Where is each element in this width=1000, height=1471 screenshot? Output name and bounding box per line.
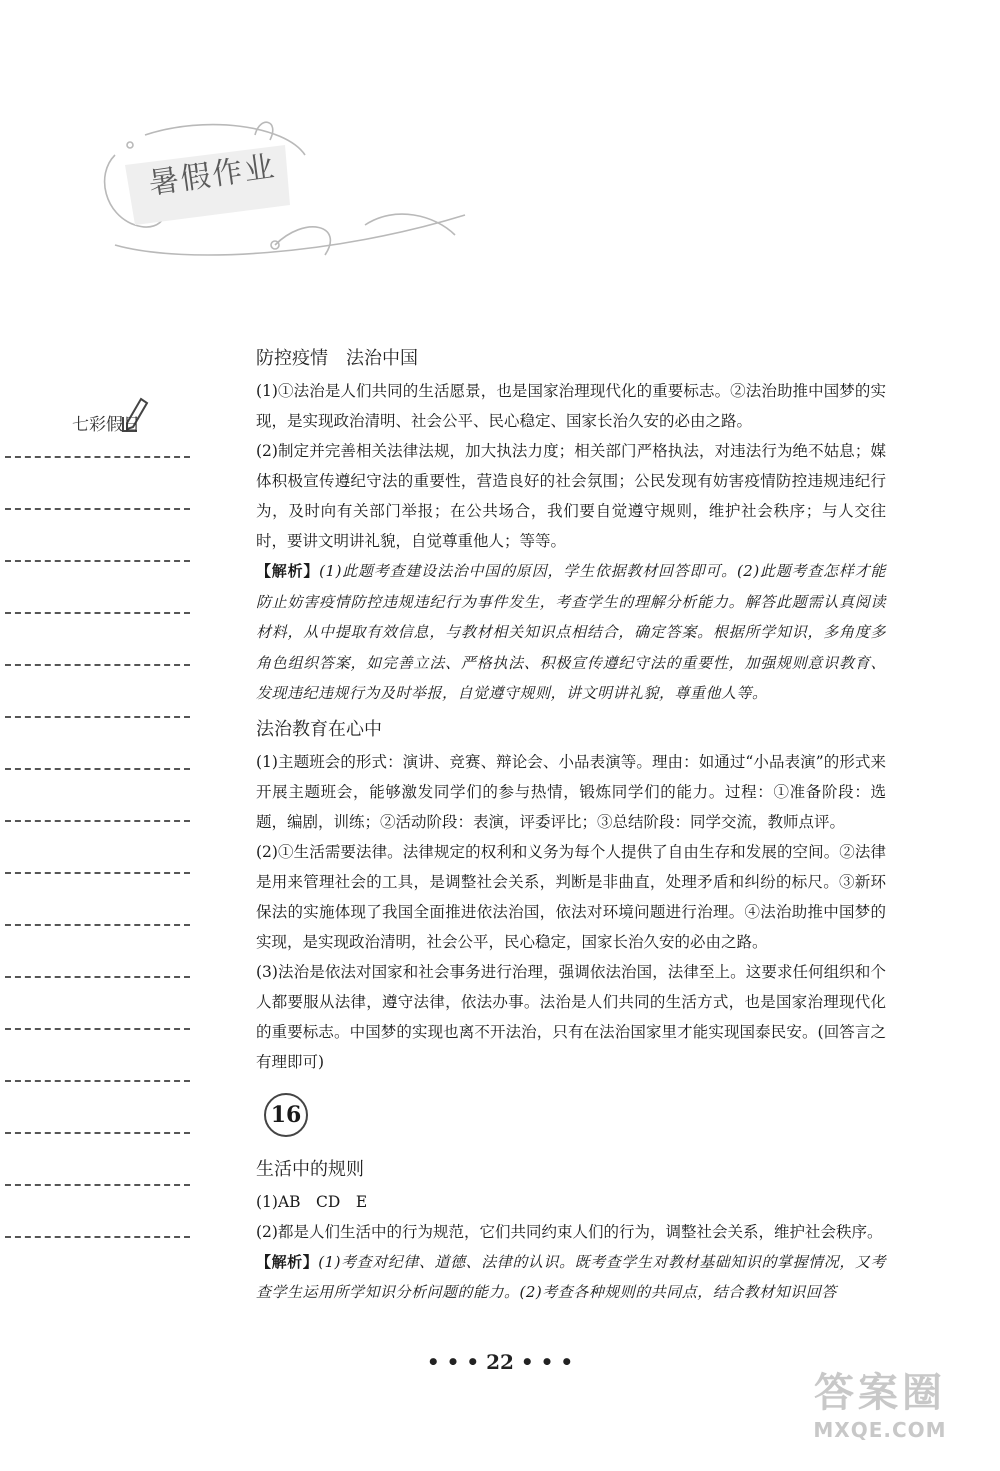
- analysis-paragraph: [256, 1247, 886, 1308]
- note-line: [5, 820, 190, 822]
- answer-paragraph: (3)法治是依法对国家和社会事务进行治理，强调依法治国，法律至上。这要求任何组织和个人都要服从法律，遵守法律，依法办事。法治是人们共同的生活方式，也是国家治理现代化的重要标志。中国梦的实现也离不开法治，只有在法治国家里才能实现国泰民安。(回答言之有理即可): [256, 962, 886, 1071]
- note-line: [5, 456, 190, 458]
- answer-paragraph: (2)制定并完善相关法律法规，加大执法力度；相关部门严格执法，对违法行为绝不姑息；媒体积极宣传遵纪守法的重要性，营造良好的社会氛围；公民发现有妨害疫情防控违规违纪行为，及时向有关部门举报；在公共场合，我们要自觉遵守规则，维护社会秩序；与人交往时，要讲文明讲礼貌，自觉尊重他人；等等。: [256, 442, 886, 550]
- note-line: [5, 872, 190, 874]
- brand-label: 七彩假日: [72, 415, 140, 435]
- section-title: 防控疫情 法治中国: [256, 348, 418, 369]
- lesson-number: 16: [264, 1093, 308, 1137]
- analysis-paragraph: [256, 556, 886, 709]
- note-line: [5, 664, 190, 666]
- note-line: [5, 716, 190, 718]
- note-line: [5, 1184, 190, 1186]
- answer-content: [256, 338, 886, 1308]
- page-number: • • • 22 • • •: [426, 1350, 574, 1374]
- lesson-badge: [258, 1091, 318, 1135]
- answer-paragraph: (1)AB CD E: [256, 1192, 368, 1211]
- note-line: [5, 924, 190, 926]
- note-line: [5, 1132, 190, 1134]
- analysis-text: (1)考查对纪律、道德、法律的认识。既考查学生对教材基础知识的掌握情况，又考查学生运用所学知识分析问题的能力。(2)考查各种规则的共同点，结合教材知识回答: [256, 1252, 886, 1301]
- watermark-line: MXQE.COM: [813, 1418, 947, 1442]
- note-line: [5, 1080, 190, 1082]
- analysis-text: (1)此题考查建设法治中国的原因，学生依据教材回答即可。(2)此题考查怎样才能防止妨害疫情防控违规违纪行为事件发生，考查学生的理解分析能力。解答此题需认真阅读材料，从中提取有效信息，与教材相关知识点相结合，确定答案。根据所学知识，多角度多角色组织答案，如完善立法、严格执法、积极宣传遵纪守法的重要性，加强规则意识教育、发现违纪违规行为及时举报，自觉遵守规则，讲文明讲礼貌，尊重他人等。: [256, 562, 886, 702]
- answer-paragraph: (2)都是人们生活中的行为规范，它们共同约束人们的行为，调整社会关系，维护社会秩序。: [256, 1222, 883, 1241]
- note-line: [5, 768, 190, 770]
- answer-paragraph: (1)①法治是人们共同的生活愿景，也是国家治理现代化的重要标志。②法治助推中国梦的实现，是实现政治清明、社会公平、民心稳定、国家长治久安的必由之路。: [256, 382, 886, 430]
- note-line: [5, 508, 190, 510]
- watermark-line: 答案圈: [814, 1370, 946, 1416]
- analysis-tag: 【解析】: [256, 562, 320, 580]
- note-line: [5, 976, 190, 978]
- watermark: [790, 1361, 970, 1451]
- header-title: 暑假作业: [146, 149, 279, 202]
- section: [256, 344, 886, 709]
- analysis-tag: 【解析】: [256, 1252, 319, 1271]
- note-line: [5, 612, 190, 614]
- note-line: [5, 1236, 190, 1238]
- section: [256, 1155, 886, 1308]
- note-line: [5, 1028, 190, 1030]
- section-title: 法治教育在心中: [256, 718, 382, 740]
- answer-paragraph: (1)主题班会的形式：演讲、竞赛、辩论会、小品表演等。理由：如通过“小品表演”的形式来开展主题班会，能够激发同学们的参与热情，锻炼同学们的能力。过程：①准备阶段：选题，编剧，训练；②活动阶段：表演，评委评比；③总结阶段：同学交流，教师点评。: [256, 752, 886, 831]
- note-line: [5, 560, 190, 562]
- section-title: 生活中的规则: [256, 1158, 364, 1180]
- section: [256, 715, 886, 1077]
- answer-paragraph: (2)①生活需要法律。法律规定的权利和义务为每个人提供了自由生存和发展的空间。②法律是用来管理社会的工具，是调整社会关系，判断是非曲直，处理矛盾和纠纷的标尺。③新环保法的实施体现了我国全面推进依法治国，依法对环境问题进行治理。④法治助推中国梦的实现，是实现政治清明，社会公平，民心稳定，国家长治久安的必由之路。: [256, 842, 886, 951]
- header-ornament: [85, 95, 505, 295]
